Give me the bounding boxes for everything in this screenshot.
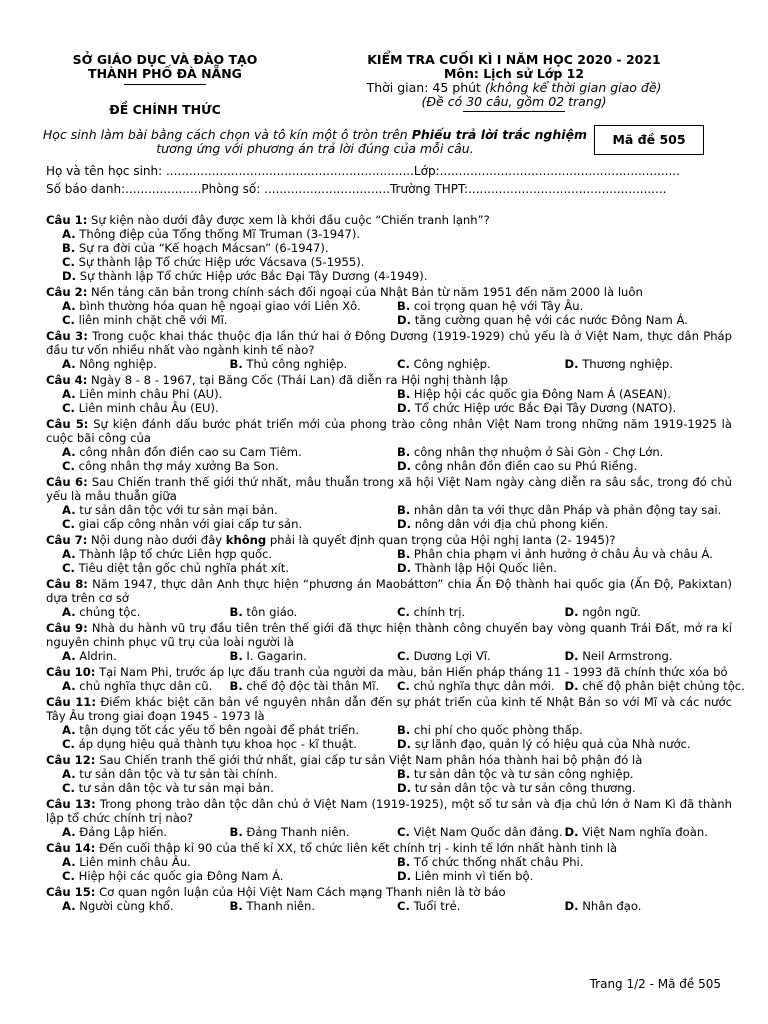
option-letter: B.: [229, 825, 243, 839]
option-letter: C.: [397, 357, 410, 371]
option-letter: B.: [397, 723, 411, 737]
option-letter: D.: [564, 899, 579, 913]
option-letter: C.: [62, 313, 75, 327]
exam-pages-note: [345, 95, 683, 109]
question-label: Câu 11:: [46, 695, 97, 709]
option-letter: B.: [397, 855, 411, 869]
time-text: Thời gian: 45 phút: [366, 80, 485, 95]
student-name-line: Họ và tên học sinh: .................................................................Lớp:...............................................................: [46, 164, 680, 178]
answer-option: B. Tổ chức thống nhất châu Phi.: [397, 855, 584, 869]
option-letter: D.: [397, 459, 412, 473]
question-stem: Câu 11: Điểm khác biệt căn bản về nguyên nhân dẫn đến sự phát triển của kinh tế Nhật Bản so với Mĩ và các nước Tây Âu trong giai đoạn 1945 - 1973 là: [46, 695, 732, 723]
answer-option: C. Công nghiệp.: [397, 357, 491, 371]
answer-option: B. Phân chia phạm vi ảnh hưởng ở châu Âu và châu Á.: [397, 547, 713, 561]
option-letter: C.: [62, 781, 75, 795]
option-letter: A.: [62, 723, 76, 737]
option-letter: B.: [229, 899, 243, 913]
question-item: [46, 285, 732, 327]
answer-option: C. Tuổi trẻ.: [397, 899, 461, 913]
question-stem: Câu 15: Cơ quan ngôn luận của Hội Việt Nam Cách mạng Thanh niên là tờ báo: [46, 885, 506, 899]
option-letter: D.: [397, 561, 412, 575]
answer-options: [46, 723, 732, 751]
question-stem: Câu 7: Nội dung nào dưới đây không phải là quyết định quan trọng của Hội nghị Ianta (2- 1945)?: [46, 533, 616, 547]
question-item: [46, 621, 732, 663]
question-item: [46, 797, 732, 839]
answer-option: C. liên minh chặt chẽ với Mĩ.: [62, 313, 228, 327]
option-letter: B.: [397, 445, 411, 459]
option-letter: D.: [564, 357, 579, 371]
answer-options: [46, 387, 732, 415]
answer-option: A. bình thường hóa quan hệ ngoại giao với Liên Xô.: [62, 299, 361, 313]
question-label: Câu 10:: [46, 665, 96, 679]
answer-option: A. Đảng Lập hiến.: [62, 825, 168, 839]
question-stem: Câu 1: Sự kiện nào dưới đây được xem là khởi đầu cuộc “Chiến tranh lạnh”?: [46, 213, 490, 227]
question-stem: Câu 10: Tại Nam Phi, trước áp lực đấu tranh của người da màu, bản Hiến pháp tháng 11 - 1993 đã chính thức xóa bỏ: [46, 665, 728, 679]
answer-option: A. chủ nghĩa thực dân cũ.: [62, 679, 213, 693]
option-letter: B.: [229, 649, 243, 663]
pages-note: (Đề có 30 câu, gồm 02 trang): [421, 94, 607, 109]
answer-option: C. áp dụng hiệu quả thành tựu khoa học - kĩ thuật.: [62, 737, 357, 751]
question-item: [46, 329, 732, 371]
answer-option: C. giai cấp công nhân với giai cấp tư sản.: [62, 517, 303, 531]
answer-options: [46, 445, 732, 473]
question-stem: Câu 4: Ngày 8 - 8 - 1967, tại Băng Cốc (Thái Lan) đã diễn ra Hội nghị thành lập: [46, 373, 508, 387]
answer-option: D. tăng cường quan hệ với các nước Đông Nam Á.: [397, 313, 688, 327]
question-item: [46, 475, 732, 531]
school-header: [60, 53, 270, 117]
official-label: ĐỀ CHÍNH THỨC: [109, 102, 221, 117]
answer-options: [46, 679, 745, 693]
answer-option: C. Tiêu diệt tận gốc chủ nghĩa phát xít.: [62, 561, 290, 575]
answer-option: A. Thông điệp của Tổng thống Mĩ Truman (3-1947).: [62, 227, 361, 241]
answer-options: [46, 649, 732, 663]
option-letter: B.: [397, 387, 411, 401]
exam-subject: Môn: Lịch sử Lớp 12: [443, 66, 585, 81]
option-letter: D.: [397, 781, 412, 795]
answer-option: B. nhân dân ta với thực dân Pháp và phản động tay sai.: [397, 503, 722, 517]
answer-option: D. công nhân đồn điền cao su Phú Riềng.: [397, 459, 638, 473]
question-item: [46, 885, 732, 913]
answer-option: D. Thành lập Hội Quốc liên.: [397, 561, 557, 575]
option-letter: D.: [397, 313, 412, 327]
answer-option: B. công nhân thợ nhuộm ở Sài Gòn - Chợ Lớn.: [397, 445, 664, 459]
option-letter: D.: [397, 737, 412, 751]
option-letter: A.: [62, 605, 76, 619]
answer-options: [46, 357, 732, 371]
answer-option: C. Việt Nam Quốc dân đảng.: [397, 825, 563, 839]
option-letter: D.: [397, 401, 412, 415]
question-stem: Câu 14: Đến cuối thập kỉ 90 của thế kỉ XX, tổ chức liên kết chính trị - kinh tế lớn nhất hành tinh là: [46, 841, 618, 855]
exam-title: KIỂM TRA CUỐI KÌ I NĂM HỌC 2020 - 2021: [367, 52, 661, 67]
option-letter: C.: [62, 737, 75, 751]
option-letter: C.: [62, 255, 75, 269]
question-item: [46, 753, 732, 795]
question-stem: Câu 13: Trong phong trào dân tộc dân chủ ở Việt Nam (1919-1925), một số tư sản và địa chủ lớn ở Nam Kì đã thành lập tổ chức chính trị nào?: [46, 797, 732, 825]
answer-options: [46, 825, 732, 839]
exam-header: [345, 53, 683, 112]
answer-option: A. Người cùng khổ.: [62, 899, 174, 913]
option-letter: A.: [62, 899, 76, 913]
answer-options: [46, 547, 732, 575]
question-stem: Câu 9: Nhà du hành vũ trụ đầu tiên trên thế giới đã thực hiện thành công chuyến bay vòng quanh Trái Đất, mở ra kỉ nguyên chinh phục vũ trụ của loài người là: [46, 621, 732, 649]
answer-option: D. nông dân với địa chủ phong kiến.: [397, 517, 609, 531]
answer-option: C. Liên minh châu Âu (EU).: [62, 401, 219, 415]
answer-options: [46, 899, 732, 913]
answer-option: B. Hiệp hội các quốc gia Đông Nam Á (ASEAN).: [397, 387, 671, 401]
answer-option: D. sự lãnh đạo, quản lý có hiệu quả của Nhà nước.: [397, 737, 691, 751]
answer-option: B. Thủ công nghiệp.: [229, 357, 348, 371]
question-stem: Câu 8: Năm 1947, thực dân Anh thực hiện “phương án Maobáttơn” chia Ấn Độ thành hai quốc gia (Ấn Độ, Pakixtan) dựa trên cơ sở: [46, 577, 732, 605]
answer-option: D. Thương nghiệp.: [564, 357, 673, 371]
answer-option: A. tận dụng tốt các yếu tố bên ngoài để phát triển.: [62, 723, 360, 737]
answer-option: A. công nhân đồn điền cao su Cam Tiêm.: [62, 445, 302, 459]
answer-options: [46, 227, 732, 283]
city-name: THÀNH PHỐ ĐÀ NẴNG: [88, 66, 242, 81]
question-item: [46, 533, 732, 575]
question-stem: Câu 3: Trong cuộc khai thác thuộc địa lần thứ hai ở Đông Dương (1919-1929) chủ yếu là ở Việt Nam, thực dân Pháp đầu tư vốn nhiều nhất vào ngành kinh tế nào?: [46, 329, 733, 357]
option-letter: A.: [62, 649, 76, 663]
answer-option: D. Liên minh vì tiến bộ.: [397, 869, 534, 883]
question-item: [46, 695, 732, 751]
option-letter: B.: [229, 605, 243, 619]
option-letter: A.: [62, 767, 76, 781]
header-divider: [124, 84, 206, 85]
option-letter: A.: [62, 445, 76, 459]
answer-option: A. tư sản dân tộc với tư sản mại bản.: [62, 503, 278, 517]
department-name: SỞ GIÁO DỤC VÀ ĐÀO TẠO: [72, 52, 258, 67]
answer-option: B. Sự ra đời của “Kế hoạch Mácsan” (6-1947).: [62, 241, 329, 255]
option-letter: C.: [62, 869, 75, 883]
option-letter: D.: [564, 649, 579, 663]
time-note: (không kể thời gian giao đề): [484, 80, 662, 95]
option-letter: B.: [397, 767, 411, 781]
option-letter: B.: [62, 241, 76, 255]
answer-option: D. Việt Nam nghĩa đoàn.: [564, 825, 708, 839]
question-item: [46, 373, 732, 415]
exam-header-divider: [463, 111, 565, 112]
answer-option: C. Dương Lợi Vĩ.: [397, 649, 491, 663]
option-letter: B.: [229, 357, 243, 371]
question-label: Câu 3:: [46, 329, 88, 343]
instructions-text-2: tương ứng với phương án trả lời đúng của mỗi câu.: [156, 141, 474, 156]
answer-option: C. Sự thành lập Tổ chức Hiệp ước Vácsava (5-1955).: [62, 255, 365, 269]
answer-option: C. công nhân thợ máy xưởng Ba Son.: [62, 459, 279, 473]
instructions-text: Học sinh làm bài bằng cách chọn và tô kín một ô tròn trên: [42, 127, 412, 142]
question-item: [46, 213, 732, 283]
question-label: Câu 2:: [46, 285, 88, 299]
answer-option: C. chính trị.: [397, 605, 466, 619]
answer-option: B. chế độ độc tài thân Mĩ.: [229, 679, 380, 693]
option-letter: A.: [62, 299, 76, 313]
option-letter: B.: [397, 547, 411, 561]
answer-option: A. Nông nghiệp.: [62, 357, 157, 371]
question-stem: Câu 6: Sau Chiến tranh thế giới thứ nhất, mâu thuẫn trong xã hội Việt Nam ngày càng diễn ra sâu sắc, trong đó chủ yếu là mâu thuẫn giữa: [46, 475, 732, 503]
question-label: Câu 12:: [46, 753, 96, 767]
answer-option: B. I. Gagarin.: [229, 649, 307, 663]
exam-time: [345, 81, 683, 95]
option-letter: A.: [62, 503, 76, 517]
answer-option: B. tư sản dân tộc và tư sản công nghiệp.: [397, 767, 634, 781]
option-letter: C.: [397, 899, 410, 913]
question-label: Câu 4:: [46, 373, 88, 387]
option-letter: C.: [62, 561, 75, 575]
question-label: Câu 13:: [46, 797, 96, 811]
answer-option: A. tư sản dân tộc và tư sản tài chính.: [62, 767, 278, 781]
option-letter: B.: [397, 299, 411, 313]
answer-option: D. Sự thành lập Tổ chức Hiệp ước Bắc Đại Tây Dương (4-1949).: [62, 269, 428, 283]
option-letter: D.: [564, 825, 579, 839]
option-letter: B.: [229, 679, 243, 693]
answer-option: D. Tổ chức Hiệp ước Bắc Đại Tây Dương (NATO).: [397, 401, 677, 415]
option-letter: C.: [62, 517, 75, 531]
answer-sheet-name: Phiếu trả lời trắc nghiệm: [411, 127, 588, 142]
answer-option: A. Aldrin.: [62, 649, 117, 663]
option-letter: A.: [62, 825, 76, 839]
option-letter: C.: [397, 649, 410, 663]
question-label: Câu 15:: [46, 885, 96, 899]
question-label: Câu 9:: [46, 621, 88, 635]
answer-options: [46, 605, 732, 619]
answer-option: A. chủng tộc.: [62, 605, 141, 619]
answer-options: [46, 855, 732, 883]
question-label: Câu 5:: [46, 417, 89, 431]
option-letter: D.: [397, 517, 412, 531]
answer-option: B. Thanh niên.: [229, 899, 316, 913]
option-letter: C.: [62, 401, 75, 415]
question-label: Câu 7:: [46, 533, 88, 547]
option-letter: A.: [62, 227, 76, 241]
answer-option: B. chi phí cho quốc phòng thấp.: [397, 723, 583, 737]
question-label: Câu 14:: [46, 841, 96, 855]
question-list: [46, 213, 745, 915]
option-letter: A.: [62, 357, 76, 371]
answer-option: B. tôn giáo.: [229, 605, 298, 619]
question-label: Câu 1:: [46, 213, 88, 227]
option-letter: A.: [62, 387, 76, 401]
answer-option: C. Hiệp hội các quốc gia Đông Nam Á.: [62, 869, 284, 883]
answer-option: D. chế độ phân biệt chủng tộc.: [564, 679, 745, 693]
option-letter: C.: [397, 679, 410, 693]
answer-option: D. tư sản dân tộc và tư sản công thương.: [397, 781, 636, 795]
question-stem: Câu 12: Sau Chiến tranh thế giới thứ nhất, giai cấp tư sản Việt Nam phân hóa thành hai bộ phận đó là: [46, 753, 643, 767]
question-item: [46, 577, 732, 619]
question-label: Câu 6:: [46, 475, 88, 489]
option-letter: A.: [62, 547, 76, 561]
instructions: [40, 128, 590, 156]
answer-option: A. Liên minh châu Phi (AU).: [62, 387, 223, 401]
student-id-line: Số báo danh:....................Phòng số: .................................Trường THPT:....................................................: [46, 182, 667, 196]
page-footer: Trang 1/2 - Mã đề 505: [589, 977, 721, 991]
answer-option: A. Liên minh châu Âu.: [62, 855, 191, 869]
answer-option: D. Neil Armstrong.: [564, 649, 673, 663]
answer-options: [46, 767, 732, 795]
answer-option: B. coi trọng quan hệ với Tây Âu.: [397, 299, 584, 313]
option-letter: C.: [397, 825, 410, 839]
question-item: [46, 665, 745, 693]
exam-code-box: Mã đề 505: [594, 125, 704, 155]
option-letter: D.: [564, 679, 579, 693]
question-item: [46, 841, 732, 883]
option-letter: A.: [62, 679, 76, 693]
question-stem: Câu 2: Nền tảng căn bản trong chính sách đối ngoại của Nhật Bản từ năm 1951 đến năm 2000 là luôn: [46, 285, 643, 299]
answer-option: B. Đảng Thanh niên.: [229, 825, 350, 839]
question-stem: Câu 5: Sự kiện đánh dấu bước phát triển mới của phong trào công nhân Việt Nam trong những năm 1919-1925 là cuộc bãi công của: [46, 417, 732, 445]
answer-option: D. Nhân đạo.: [564, 899, 642, 913]
option-letter: D.: [564, 605, 579, 619]
option-letter: D.: [62, 269, 77, 283]
answer-options: [46, 299, 732, 327]
answer-options: [46, 503, 732, 531]
answer-option: A. Thành lập tổ chức Liên hợp quốc.: [62, 547, 273, 561]
option-letter: B.: [397, 503, 411, 517]
question-item: [46, 417, 732, 473]
option-letter: C.: [62, 459, 75, 473]
answer-option: C. chủ nghĩa thực dân mới.: [397, 679, 555, 693]
question-label: Câu 8:: [46, 577, 88, 591]
option-letter: D.: [397, 869, 412, 883]
question-emphasis: không: [225, 533, 267, 547]
option-letter: A.: [62, 855, 76, 869]
answer-option: D. ngôn ngữ.: [564, 605, 641, 619]
option-letter: C.: [397, 605, 410, 619]
answer-option: C. tư sản dân tộc và tư sản mại bản.: [62, 781, 274, 795]
